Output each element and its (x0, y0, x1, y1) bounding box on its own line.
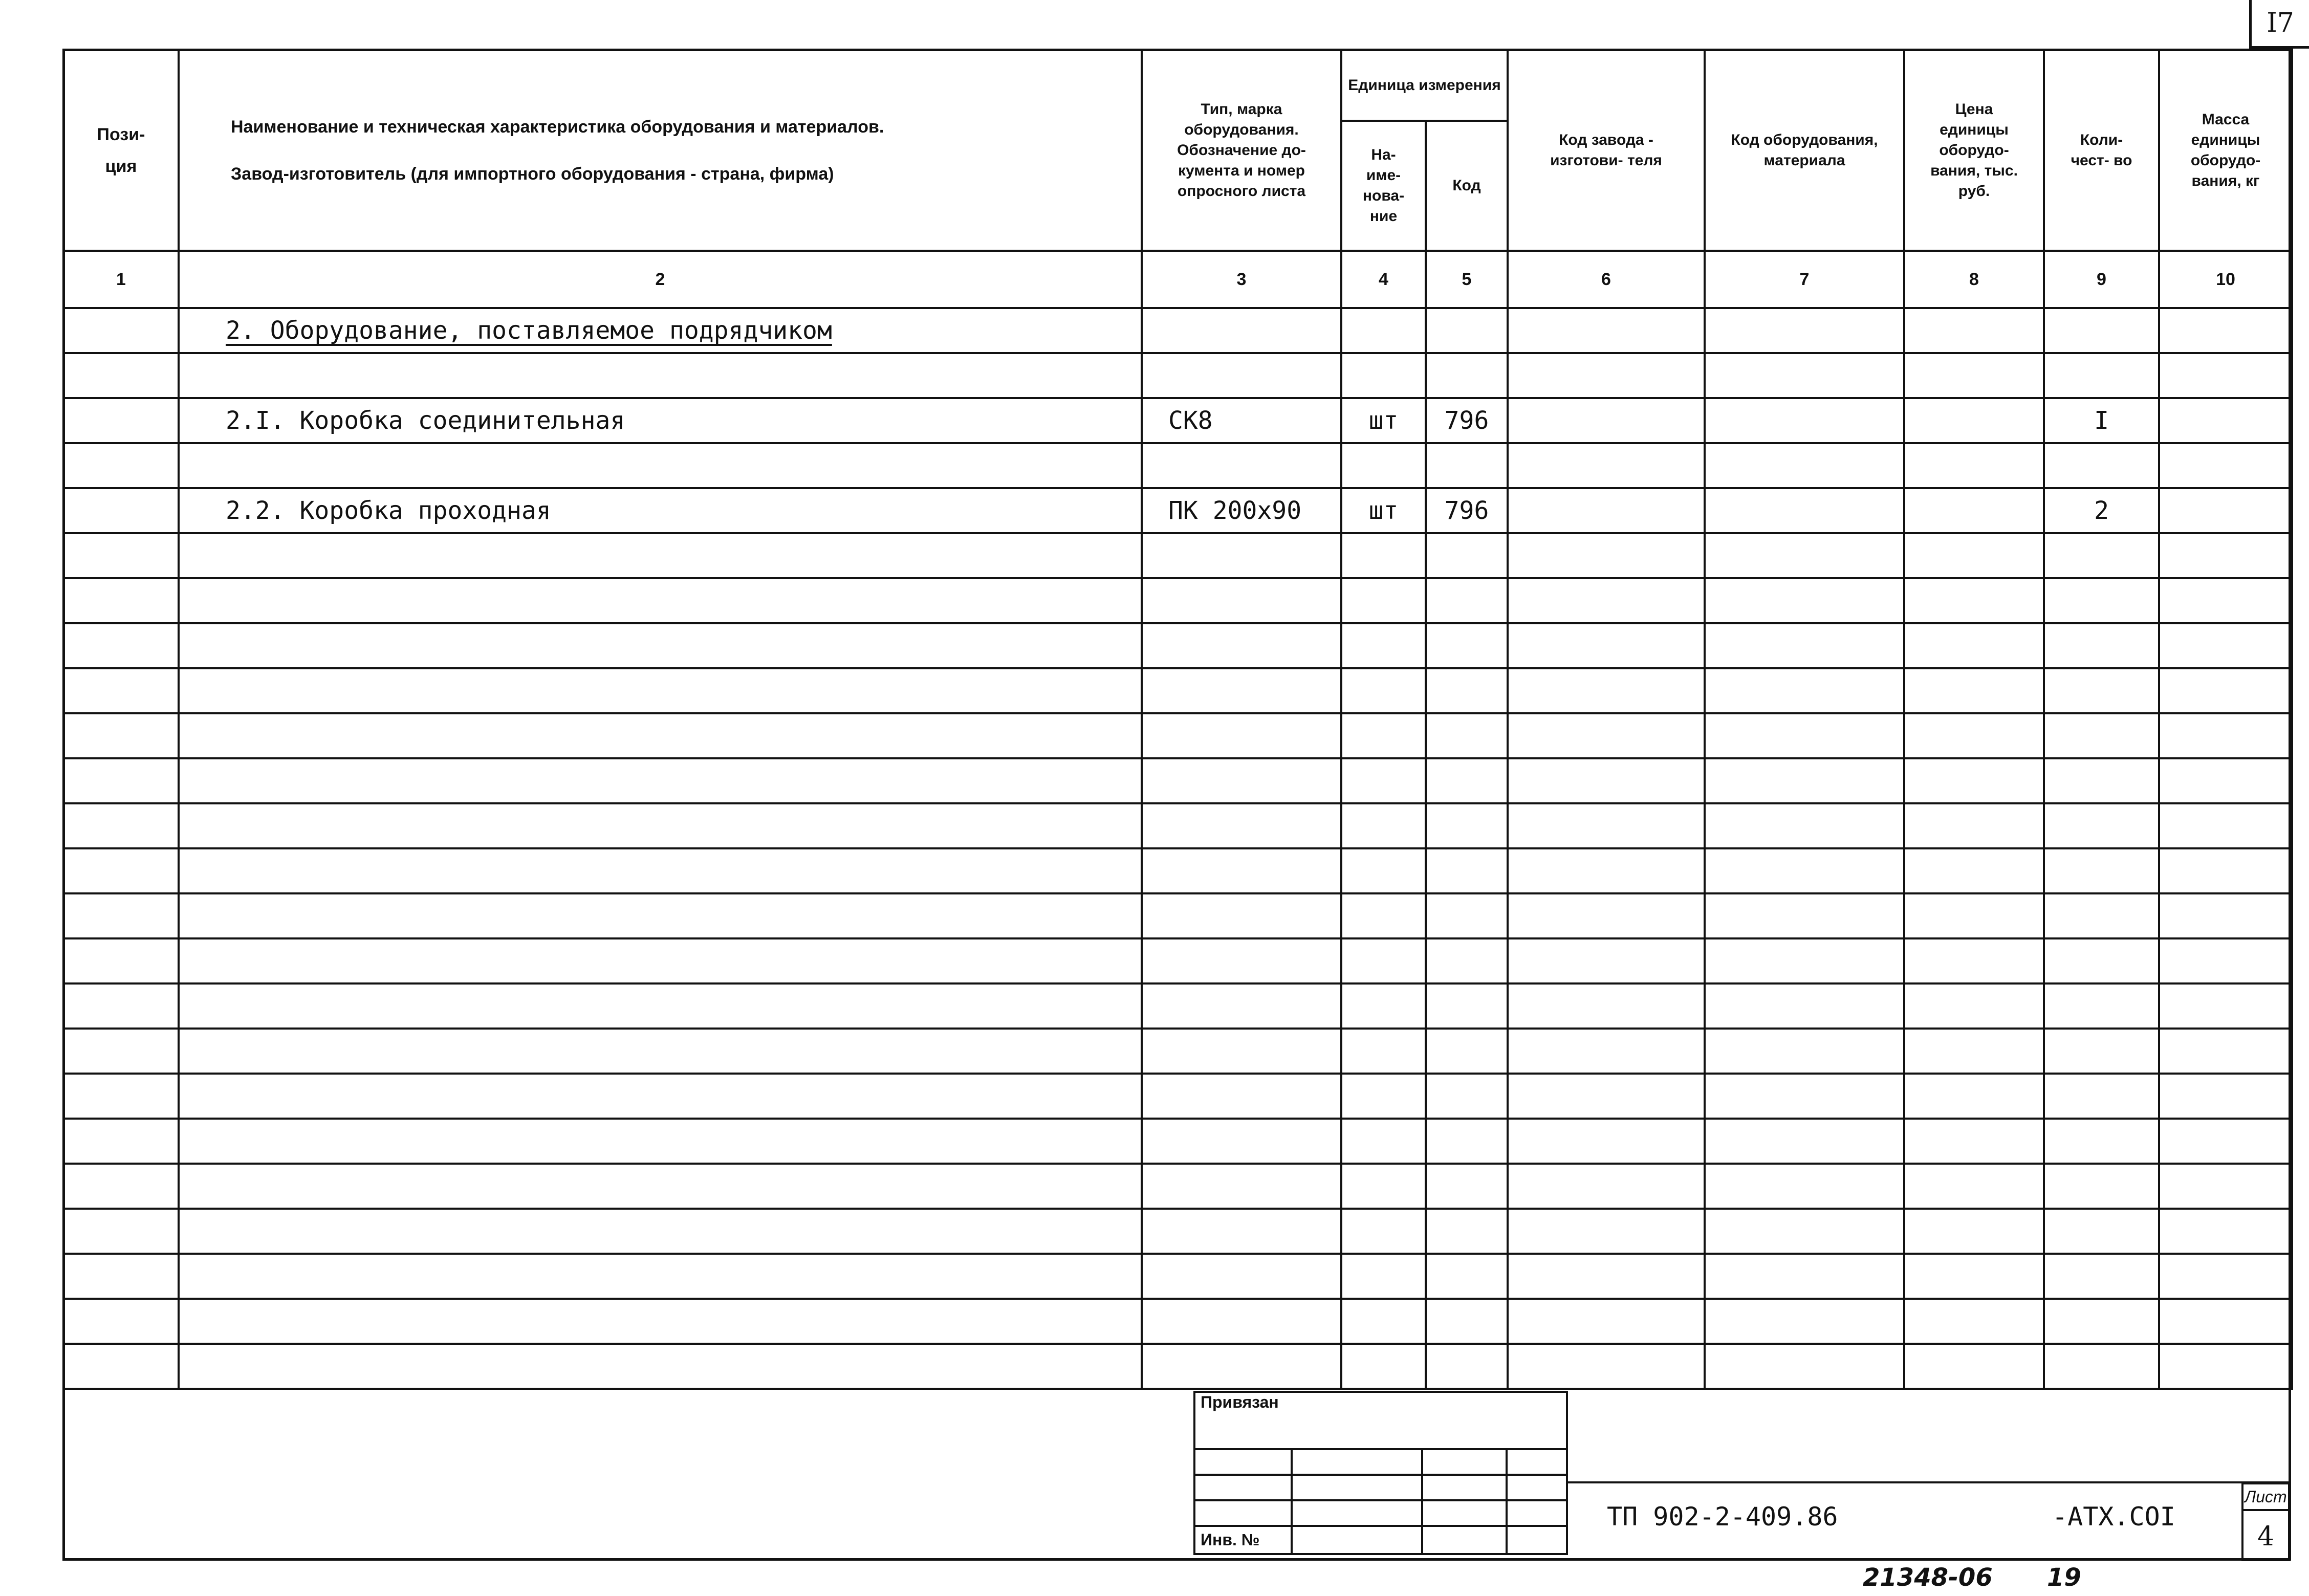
table-row (63, 353, 2292, 398)
header-plant-code: Код завода - изготови- теля (1508, 50, 1705, 251)
item-quantity: 2 (2044, 488, 2159, 533)
document-code: ТП 902-2-409.86 (1607, 1502, 1838, 1532)
table-row (63, 1254, 2292, 1299)
sheet-number-box (2241, 1482, 2290, 1561)
sheet-label: Лист (2243, 1484, 2288, 1511)
table-row (63, 848, 2292, 893)
table-row (63, 758, 2292, 803)
header-equipment-code: Код оборудования, материала (1705, 50, 1904, 251)
header-position: Пози- ция (63, 50, 179, 251)
table-row (63, 1164, 2292, 1209)
header-unit-name: На- име- нова- ние (1341, 121, 1426, 251)
table-row (63, 623, 2292, 668)
table-row (63, 1209, 2292, 1254)
handwritten-order-number: 21348-06 (1863, 1563, 1993, 1592)
header-name: Наименование и техническая характеристика оборудования и материалов. Завод-изготовитель (для импортного оборудования - страна, фирма) (179, 50, 1142, 251)
header-type: Тип, марка оборудования. Обозначение до- кумента и номер опросного листа (1142, 50, 1341, 251)
section-title: 2. Оборудование, поставляемое подрядчиком (226, 316, 832, 345)
table-row (63, 533, 2292, 578)
sheet-corner-number: I7 (2249, 0, 2309, 49)
binding-stamp (1193, 1391, 1568, 1555)
item-unit: шт (1341, 398, 1426, 443)
table-row (63, 488, 2292, 533)
table-row (63, 1029, 2292, 1074)
item-unit-code: 796 (1426, 398, 1508, 443)
table-row (63, 1344, 2292, 1389)
column-number: 9 (2044, 251, 2159, 308)
item-type: ПК 200х90 (1142, 488, 1341, 533)
table-row (63, 668, 2292, 713)
table-row (63, 398, 2292, 443)
table-row (63, 1074, 2292, 1119)
header-unit-group: Единица измерения (1341, 50, 1508, 121)
table-row (63, 938, 2292, 983)
table-row (63, 713, 2292, 758)
inventory-label: Инв. № (1194, 1526, 1292, 1554)
column-number: 6 (1508, 251, 1705, 308)
item-name: 2.I. Коробка соединительная (179, 398, 1142, 443)
item-name: 2.2. Коробка проходная (179, 488, 1142, 533)
column-number: 5 (1426, 251, 1508, 308)
table-row (63, 1299, 2292, 1344)
table-row (63, 893, 2292, 938)
column-number: 10 (2159, 251, 2292, 308)
table-row (63, 803, 2292, 848)
item-unit: шт (1341, 488, 1426, 533)
item-quantity: I (2044, 398, 2159, 443)
table-row (63, 308, 2292, 353)
column-number: 7 (1705, 251, 1904, 308)
header-quantity: Коли- чест- во (2044, 50, 2159, 251)
table-row (63, 578, 2292, 623)
handwritten-page-number: 19 (2047, 1563, 2081, 1592)
designation-divider (1566, 1481, 2290, 1483)
specification-table (62, 49, 2293, 1390)
header-unit-code: Код (1426, 121, 1508, 251)
column-number: 2 (179, 251, 1142, 308)
column-number: 4 (1341, 251, 1426, 308)
column-number: 3 (1142, 251, 1341, 308)
table-row (63, 983, 2292, 1029)
header-mass: Масса единицы оборудо- вания, кг (2159, 50, 2292, 251)
column-number: 8 (1904, 251, 2044, 308)
column-number: 1 (63, 251, 179, 308)
header-price: Цена единицы оборудо- вания, тыс. руб. (1904, 50, 2044, 251)
sheet-number: 4 (2257, 1521, 2275, 1552)
table-row (63, 1119, 2292, 1164)
table-row (63, 443, 2292, 488)
document-suffix: -АТХ.COI (2052, 1502, 2175, 1532)
item-unit-code: 796 (1426, 488, 1508, 533)
bound-label: Привязан (1194, 1392, 1567, 1449)
item-type: СК8 (1142, 398, 1341, 443)
